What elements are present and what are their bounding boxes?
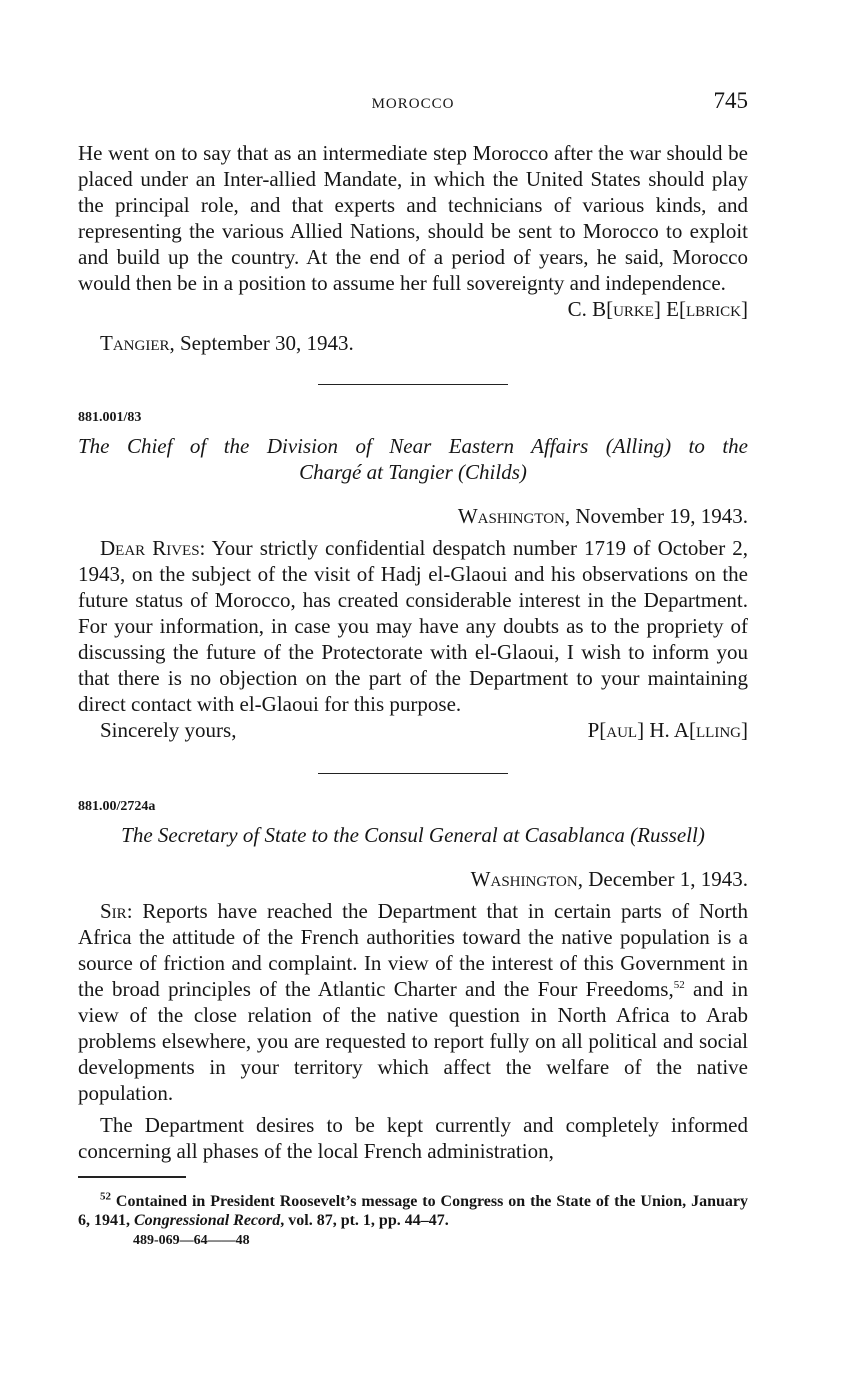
document-title-line1: The Chief of the Division of Near Eastern Affairs (Alling) to the — [78, 434, 748, 458]
document-title: The Secretary of State to the Consul General at Casablanca (Russell) — [121, 823, 705, 847]
place-date-washington: Washington, November 19, 1943. — [457, 504, 748, 528]
complimentary-close: Sincerely yours, — [100, 718, 237, 742]
page-number: 745 — [713, 88, 748, 113]
closing-line — [78, 717, 748, 743]
file-number: 881.00/2724a — [78, 799, 156, 814]
letter-body: Dear Rives: Your strictly confidential despatch number 1719 of October 2, 1943, on the subject of the visit of Hadj el-Glaoui and his observations on the future status of Morocco, has created considerable interest in the Department. For your information, in case you may have any doubts as to the propriety of discussing the future of the Protectorate with el-Glaoui, I wish to inform you that there is no objection on the part of the Department to your maintaining direct contact with el-Glaoui for this purpose. — [78, 536, 748, 716]
running-header — [78, 88, 748, 118]
place-date-washington: Washington, December 1, 1943. — [470, 867, 748, 891]
closing-paragraph: He went on to say that as an intermediate step Morocco after the war should be placed under an Inter-allied Mandate, in which the United States should play the principal role, and that experts and technicians of various kinds, and representing the various Allied Nations, should be sent to Morocco to exploit and build up the country. At the end of a period of years, he said, Morocco would then be in a position to assume her full sovereignty and independence. — [78, 141, 748, 295]
document-page — [78, 88, 748, 1250]
document-title-line2: Chargé at Tangier (Childs) — [299, 460, 527, 484]
footnote-reference: 52 — [673, 979, 685, 991]
instruction-paragraph-2: The Department desires to be kept currently and completely informed concerning all phases of the local French administration, — [78, 1113, 748, 1163]
instruction-body: Sir: Reports have reached the Department that in certain parts of North Africa the attitude of the French authorities toward the native population is a source of friction and complaint. In view of the interest of this Government in the broad principles of the Atlantic Charter and the Four Freedoms,$^{52}$ and in view of the close relation of the native question in North Africa to Arab problems elsewhere, you are requested to report fully on all political and social developments in your territory which affect the welfare of the native population. — [78, 899, 748, 1105]
footnote: $^{52}$ Contained in President Roosevelt’s message to Congress on the State of the Union, January 6, 1941, Congressional Record, vol. 87, pt. 1, pp. 44–47. — [78, 1190, 748, 1229]
signature-paul-alling: P[aul] H. A[lling] — [587, 718, 748, 742]
print-code: 489-069—64——48 — [133, 1233, 250, 1248]
footnote-marker: 52 — [100, 1190, 111, 1203]
file-number: 881.001/83 — [78, 410, 142, 425]
signature-burke-elbrick: C. B[urke] E[lbrick] — [567, 297, 748, 321]
running-title: MOROCCO — [371, 96, 455, 112]
place-date-tangier: Tangier, September 30, 1943. — [100, 331, 354, 355]
